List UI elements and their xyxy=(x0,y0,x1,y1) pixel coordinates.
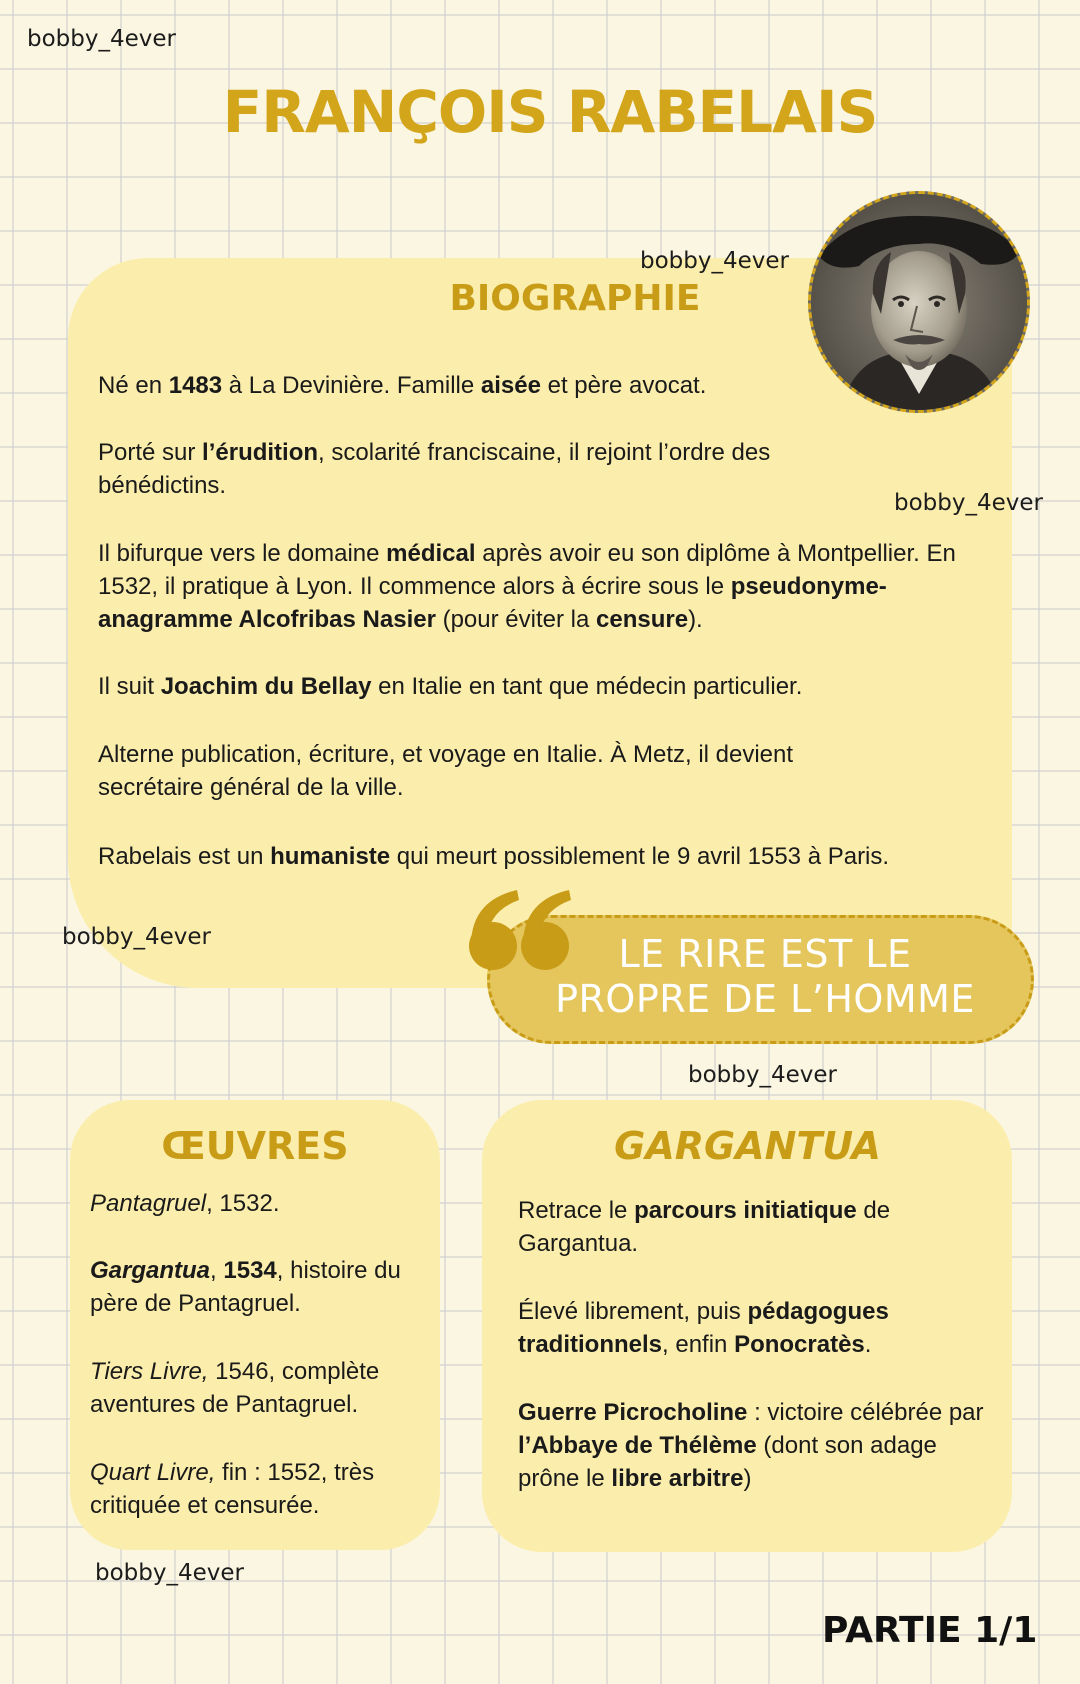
work-item: Gargantua, 1534, histoire du père de Pantagruel. xyxy=(90,1257,401,1317)
watermark: bobby_4ever xyxy=(27,26,176,52)
quote-text xyxy=(520,932,1010,1022)
watermark: bobby_4ever xyxy=(62,924,211,950)
biography-heading: BIOGRAPHIE xyxy=(449,278,701,319)
watermark: bobby_4ever xyxy=(640,248,789,274)
gargantua-paragraph: Élevé librement, puis pédagogues traditionnels, enfin Ponocratès. xyxy=(518,1298,889,1358)
bio-paragraph: Il bifurque vers le domaine médical après avoir eu son diplôme à Montpellier. En 1532, il pratique à Lyon. Il commence alors à écrire sous le pseudonyme-anagramme Alcofribas Nasier (pour éviter la censure). xyxy=(98,540,956,633)
work-item: Tiers Livre, 1546, complète aventures de Pantagruel. xyxy=(90,1358,380,1418)
work-item: Pantagruel, 1532. xyxy=(90,1190,280,1217)
bio-paragraph: Rabelais est un humaniste qui meurt possiblement le 9 avril 1553 à Paris. xyxy=(98,843,890,870)
bio-paragraph: Porté sur l’érudition, scolarité franciscaine, il rejoint l’ordre des bénédictins. xyxy=(98,439,771,499)
quote-line: PROPRE DE L’HOMME xyxy=(555,977,975,1021)
gargantua-heading: GARGANTUA xyxy=(614,1124,881,1168)
quote-line: LE RIRE EST LE xyxy=(618,932,912,976)
page-title: FRANÇOIS RABELAIS xyxy=(222,78,878,146)
work-item: Quart Livre, fin : 1552, très critiquée et censurée. xyxy=(90,1459,375,1519)
gargantua-paragraph: Guerre Picrocholine : victoire célébrée par l’Abbaye de Thélème (dont son adage prône le libre arbitre) xyxy=(518,1399,984,1492)
bio-paragraph: Il suit Joachim du Bellay en Italie en tant que médecin particulier. xyxy=(98,673,803,700)
watermark: bobby_4ever xyxy=(688,1062,837,1088)
gargantua-paragraph: Retrace le parcours initiatique de Gargantua. xyxy=(518,1197,891,1257)
works-heading: ŒUVRES xyxy=(161,1124,349,1168)
watermark: bobby_4ever xyxy=(95,1560,244,1586)
bio-paragraph: Alterne publication, écriture, et voyage en Italie. À Metz, il devient secrétaire général de la ville. xyxy=(98,741,794,801)
page-number: PARTIE 1/1 xyxy=(822,1610,1038,1651)
watermark: bobby_4ever xyxy=(894,490,1043,516)
bio-paragraph: Né en 1483 à La Devinière. Famille aisée et père avocat. xyxy=(98,372,707,399)
